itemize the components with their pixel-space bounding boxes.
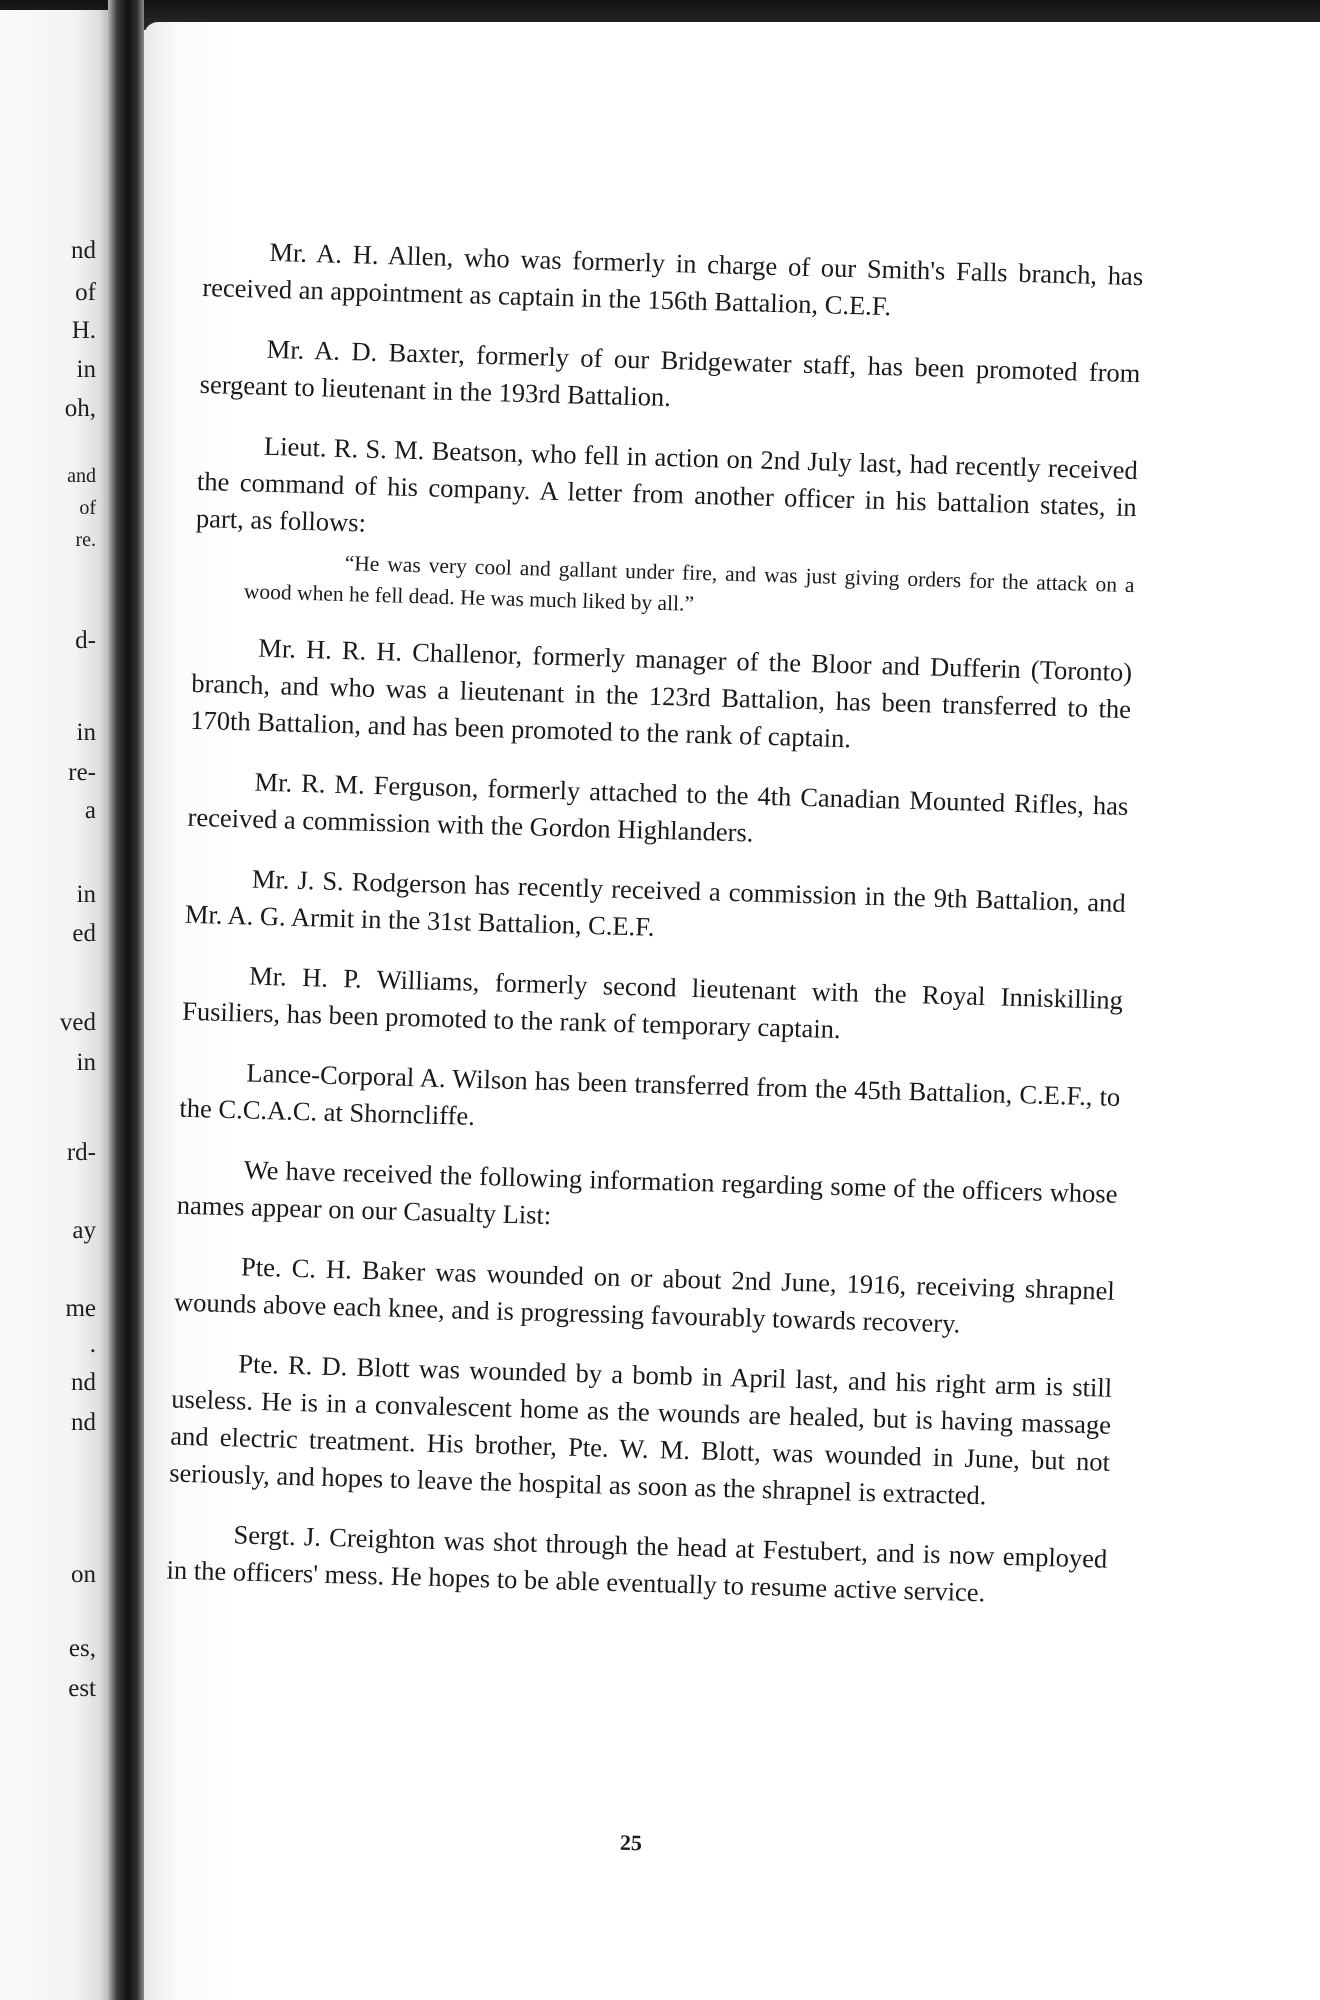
paragraph-baxter: Mr. A. D. Baxter, formerly of our Bridgewater staff, has been promoted from sergeant to lieutenant in the 193rd Battalion. [199, 333, 1141, 413]
facing-page-fragment: in [76, 719, 96, 746]
paragraph-wilson: Lance-Corporal A. Wilson has been transferred from the 45th Battalion, C.E.F., to the C.C.A.C. at Shorncliffe. [179, 1057, 1121, 1131]
paragraph-allen: Mr. A. H. Allen, who was formerly in charge of our Smith's Falls branch, has received an appointment as captain in the 156th Battalion, C.E.F. [202, 236, 1144, 322]
facing-page-fragment: nd [71, 237, 96, 264]
paragraph-blott: Pte. R. D. Blott was wounded by a bomb in April last, and his right arm is still useless. He is in a convalescent home as the wounds are healed, but is having massage and electric treatment. His brother, Pte. W. M. Blott, was wounded in June, but not seriously, and hopes to leave the hospital as soon as the shrapnel is extracted. [168, 1348, 1113, 1511]
letter-quote: “He was very cool and gallant under fire, and was just giving orders for the attack on a wood when he fell dead. He was much liked by all.” [243, 551, 1135, 616]
facing-page-fragment: ved [59, 1009, 96, 1036]
facing-page-fragment: me [65, 1295, 96, 1322]
facing-page-fragment: oh, [64, 395, 96, 422]
book-spine [108, 0, 144, 2000]
facing-page-fragment: H. [71, 317, 96, 344]
paragraph-rodgerson: Mr. J. S. Rodgerson has recently received a commission in the 9th Battalion, and Mr. A. G. Armit in the 31st Battalion, C.E.F. [184, 863, 1127, 942]
paragraph-casualty-intro: We have received the following information regarding some of the officers whose names appear on our Casualty List: [176, 1154, 1118, 1231]
facing-page-fragment: nd [71, 1409, 96, 1436]
facing-page-fragment: . [89, 1331, 96, 1358]
paragraph-challenor: Mr. H. R. H. Challenor, formerly manager of the Bloor and Dufferin (Toronto) branch, and who was a lieutenant in the 123rd Battalion, has been transferred to the 170th Battalion, and has been promoted to the rank of captain. [189, 632, 1133, 754]
facing-page-fragment: ay [72, 1217, 96, 1244]
facing-page-fragment: re. [75, 529, 96, 551]
paragraph-beatson: Lieut. R. S. M. Beatson, who fell in action on 2nd July last, had recently received the command of his company. A letter from another officer in his battalion states, in part, as follows: [195, 430, 1139, 538]
facing-page-fragment: rd- [66, 1139, 96, 1166]
facing-page-fragment: in [76, 356, 96, 383]
facing-page-fragment: a [84, 797, 96, 824]
facing-page-fragment: nd [71, 1369, 96, 1396]
facing-page-fragment: of [75, 279, 96, 306]
facing-page-fragment: in [76, 881, 96, 908]
facing-page-fragment: re- [68, 759, 96, 786]
facing-page-fragment: on [71, 1561, 96, 1588]
paragraph-williams: Mr. H. P. Williams, formerly second lieutenant with the Royal Inniskilling Fusiliers, has been promoted to the rank of temporary captain. [181, 960, 1124, 1045]
facing-page-fragment: es, [68, 1635, 96, 1662]
facing-page-fragment: and [67, 465, 96, 487]
page-number: 25 [619, 1829, 643, 1856]
facing-page-fragment: d- [75, 627, 96, 654]
page-body [165, 232, 1143, 1638]
paragraph-baker: Pte. C. H. Baker was wounded on or about 2nd June, 1916, receiving shrapnel wounds above each knee, and is progressing favourably towards recovery. [173, 1251, 1116, 1339]
facing-page-fragment: of [79, 497, 96, 519]
paragraph-ferguson: Mr. R. M. Ferguson, formerly attached to the 4th Canadian Mounted Rifles, has received a commission with the Gordon Highlanders. [187, 766, 1129, 848]
facing-page-fragment: in [76, 1049, 96, 1076]
facing-page-fragment: est [68, 1675, 96, 1702]
facing-page-fragment: ed [72, 920, 96, 947]
paragraph-creighton: Sergt. J. Creighton was shot through the head at Festubert, and is now employed in the officers' mess. He hopes to be able eventually to resume active service. [166, 1519, 1108, 1608]
